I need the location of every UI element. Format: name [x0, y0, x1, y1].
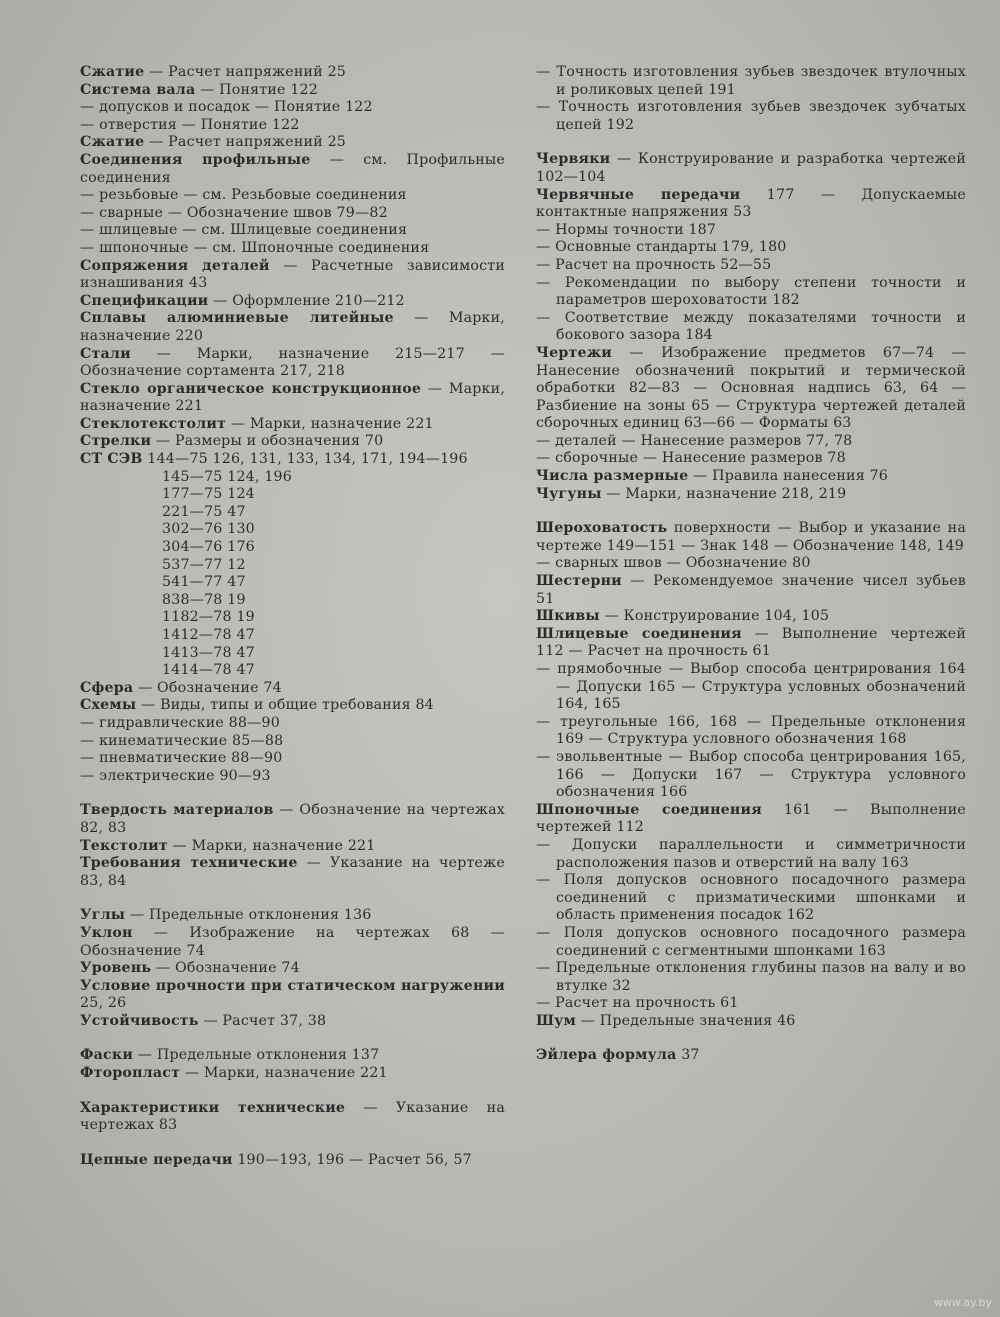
index-term: Схемы — [80, 697, 137, 714]
index-entry — [80, 451, 505, 469]
index-term: Уровень — [80, 960, 152, 977]
index-refs: 177 — Допускаемые контактные напряжения 53 — [536, 186, 966, 221]
index-refs: — Марки, назначение 215—217 — Обозначение сортамента 217, 218 — [80, 345, 505, 380]
index-refs: — резьбовые — см. Резьбовые соединения — [80, 187, 407, 204]
index-term: Устойчивость — [80, 1012, 199, 1029]
index-entry — [536, 99, 966, 134]
index-entry — [536, 486, 966, 504]
index-entry — [80, 416, 505, 434]
index-entry — [536, 257, 966, 275]
index-term: Чугуны — [536, 485, 602, 502]
index-refs: — сборочные — Нанесение размеров 78 — [536, 450, 846, 467]
index-entry — [80, 750, 505, 768]
index-refs: — Нормы точности 187 — [536, 221, 717, 238]
index-entry — [536, 345, 966, 433]
index-entry — [80, 293, 505, 311]
index-refs: 161 — Выполнение чертежей 112 — [536, 801, 966, 836]
index-entry — [80, 978, 505, 1013]
index-refs: — Марки, назначение 221 — [226, 415, 434, 432]
index-entry — [80, 733, 505, 751]
section-gap — [536, 134, 966, 151]
index-term: Чертежи — [536, 344, 612, 361]
index-refs: — Марки, назначение 220 — [80, 310, 505, 344]
st-sev-number: 1413—78 47 — [162, 644, 255, 661]
index-entry — [536, 468, 966, 486]
index-refs: — Выполнение чертежей 112 — Расчет на прочность 61 — [536, 625, 966, 660]
index-entry — [536, 837, 966, 872]
index-entry — [536, 310, 966, 345]
index-term: Червячные передачи — [536, 186, 741, 203]
index-entry — [536, 151, 966, 186]
index-entry — [536, 239, 966, 257]
st-sev-number: 177—75 124 — [162, 486, 255, 503]
index-refs: — пневматические 88—90 — [80, 750, 283, 767]
index-refs: — сварных швов — Обозначение 80 — [536, 555, 811, 572]
index-refs: — Марки, назначение 221 — [180, 1065, 388, 1082]
index-entry — [80, 680, 505, 698]
index-term: Шкивы — [536, 608, 600, 625]
index-entry — [536, 608, 966, 626]
index-term: Шум — [536, 1012, 576, 1029]
index-refs: — Точность изготовления зубьев звездочек втулочных и роликовых цепей 191 — [536, 64, 966, 98]
index-refs: — Предельные отклонения глубины пазов на валу и во втулке 32 — [536, 960, 966, 994]
index-entry — [80, 1100, 505, 1135]
section-gap — [80, 1135, 505, 1152]
index-refs: — отверстия — Понятие 122 — [80, 116, 300, 133]
index-refs: — кинематические 85—88 — [80, 732, 284, 749]
index-entry — [80, 433, 505, 451]
st-sev-number: 1412—78 47 — [162, 627, 255, 643]
index-term: Шероховатость — [536, 520, 668, 537]
index-term: Сопряжения деталей — [80, 257, 270, 274]
index-refs: — Расчет 37, 38 — [198, 1012, 327, 1029]
index-entry — [536, 187, 966, 222]
index-term: Стекло органическое конструкционное — [80, 380, 422, 397]
index-entry — [80, 802, 505, 837]
index-entry — [80, 381, 505, 416]
index-entry — [536, 433, 966, 451]
index-term: Текстолит — [80, 837, 168, 854]
index-refs: — Указание на чертеже 83, 84 — [80, 855, 505, 889]
st-sev-number: 302—76 130 — [162, 521, 255, 538]
index-entry — [80, 1152, 505, 1170]
st-sev-number: 1182—78 19 — [162, 609, 255, 626]
index-entry — [536, 450, 966, 468]
index-entry — [80, 1013, 505, 1031]
left-column — [80, 64, 505, 1169]
index-entry — [80, 222, 505, 240]
index-refs: — Обозначение 74 — [133, 679, 282, 696]
index-refs: — Понятие 122 — [195, 81, 318, 98]
index-entry — [536, 64, 966, 99]
index-entry — [536, 520, 966, 555]
index-term: Сплавы алюминиевые литейные — [80, 310, 394, 327]
index-entry — [80, 907, 505, 925]
index-entry — [80, 838, 505, 856]
index-entry — [80, 134, 505, 152]
index-refs: 190—193, 196 — Расчет 56, 57 — [232, 1151, 472, 1168]
index-entry — [536, 573, 966, 608]
st-sev-number: 838—78 19 — [162, 591, 246, 608]
index-refs: — гидравлические 88—90 — [80, 714, 280, 731]
index-refs: — Оформление 210—212 — [208, 292, 405, 309]
index-entry — [536, 960, 966, 995]
index-refs: — прямобочные — Выбор способа центрирования 164 — Допуски 165 — Структура условных обозначений 164, 165 — [536, 661, 966, 713]
section-gap — [80, 785, 505, 802]
index-refs: поверхности — Выбор и указание на чертеже 149—151 — Знак 148 — Обозначение 148, 149 — [536, 520, 966, 554]
index-term: СТ СЭВ — [80, 451, 143, 468]
index-entry — [536, 626, 966, 661]
index-refs: — Расчет напряжений 25 — [144, 134, 347, 151]
index-term: Шестерни — [536, 573, 622, 590]
st-sev-number: 145—75 124, 196 — [162, 468, 293, 485]
index-entry — [536, 872, 966, 925]
index-term: Требования технические — [80, 855, 298, 872]
index-term: Система вала — [80, 81, 196, 98]
index-term: Стеклотекстолит — [80, 415, 227, 432]
section-gap — [80, 890, 505, 907]
index-entry — [536, 1047, 966, 1065]
st-sev-number: 304—76 176 — [162, 539, 255, 556]
index-entry — [80, 697, 505, 715]
index-entry — [80, 960, 505, 978]
index-entry — [536, 714, 966, 749]
index-refs: — Размеры и обозначения 70 — [151, 433, 384, 450]
index-refs: — Соответствие между показателями точности и бокового зазора 184 — [536, 309, 966, 344]
index-refs: — Изображение на чертежах 68 — Обозначение 74 — [80, 924, 505, 959]
section-gap — [80, 1030, 505, 1047]
index-refs: — эвольвентные — Выбор способа центрирования 165, 166 — Допуски 167 — Структура условного обозначения 166 — [536, 748, 966, 801]
index-refs: — деталей — Нанесение размеров 77, 78 — [536, 432, 853, 449]
index-entry — [80, 346, 505, 381]
index-refs: — шлицевые — см. Шлицевые соединения — [80, 222, 408, 239]
index-entry — [80, 715, 505, 733]
index-entry — [536, 749, 966, 802]
index-entry — [80, 64, 505, 82]
index-entry — [80, 855, 505, 890]
index-term: Сжатие — [80, 134, 145, 151]
index-term: Уклон — [80, 924, 133, 941]
index-term: Шпоночные соединения — [536, 801, 762, 818]
index-entry — [536, 925, 966, 960]
index-refs: — Точность изготовления зубьев звездочек зубчатых цепей 192 — [536, 99, 966, 133]
index-entry — [80, 152, 505, 187]
index-refs: — Марки, назначение 221 — [80, 380, 505, 415]
index-entry — [536, 661, 966, 714]
index-refs: — Обозначение на чертежах 82, 83 — [80, 802, 505, 836]
index-entry — [80, 1065, 505, 1083]
st-sev-number: 221—75 47 — [162, 503, 246, 520]
index-refs: — Изображение предметов 67—74 — Нанесение обозначений покрытий и термической обработки 82—83 — Основная надпись 63, 64 — Разбиение на зоны 65 — Структура чертежей деталей сборочных единиц 63—66 — Форматы 63 — [536, 344, 966, 432]
index-refs: — Конструирование 104, 105 — [599, 608, 830, 625]
index-entry — [536, 275, 966, 310]
index-refs: — см. Профильные соединения — [80, 151, 505, 186]
index-entry — [80, 187, 505, 205]
st-sev-number: 1414—78 47 — [162, 662, 255, 679]
index-entry — [536, 1013, 966, 1031]
index-refs: — Предельные отклонения 136 — [125, 907, 372, 924]
index-entry — [80, 205, 505, 223]
index-refs: — сварные — Обозначение швов 79—82 — [80, 204, 388, 221]
index-term: Характеристики технические — [80, 1099, 346, 1116]
index-refs: — Марки, назначение 221 — [167, 837, 376, 854]
index-term: Спецификации — [80, 292, 209, 309]
index-term: Фаски — [80, 1047, 134, 1064]
index-term: Сфера — [80, 679, 134, 696]
index-term: Твердость материалов — [80, 802, 274, 819]
section-gap — [536, 1030, 966, 1047]
index-refs: — Рекомендации по выбору степени точности и параметров шероховатости 182 — [536, 274, 966, 309]
index-refs: — Предельные значения 46 — [576, 1012, 796, 1029]
index-term: Шлицевые соединения — [536, 625, 742, 642]
index-refs: — Расчет напряжений 25 — [144, 64, 347, 80]
index-refs: 144—75 126, 131, 133, 134, 171, 194—196 — [142, 451, 468, 468]
index-term: Фторопласт — [80, 1065, 181, 1082]
index-term: Углы — [80, 907, 126, 924]
st-sev-number: 541—77 47 — [162, 574, 246, 591]
index-refs: — Расчетные зависимости изнашивания 43 — [80, 257, 505, 292]
index-refs: — Поля допусков основного посадочного размера соединений с призматическими шпонками и область применения посадок 162 — [536, 872, 966, 924]
index-refs: — Предельные отклонения 137 — [133, 1047, 380, 1064]
index-refs: — Расчет на прочность 52—55 — [536, 256, 772, 273]
section-gap — [80, 1083, 505, 1100]
index-entry — [80, 117, 505, 135]
index-refs: — треугольные 166, 168 — Предельные отклонения 169 — Структура условного обозначения 168 — [536, 713, 966, 748]
index-refs: — Марки, назначение 218, 219 — [601, 485, 847, 502]
index-refs: 25, 26 — [80, 995, 127, 1012]
index-term: Сжатие — [80, 64, 145, 80]
index-entry — [536, 555, 966, 573]
index-refs: — Обозначение 74 — [151, 960, 300, 977]
index-entry — [536, 222, 966, 240]
section-gap — [536, 503, 966, 520]
right-column — [536, 64, 966, 1065]
index-refs: — Конструирование и разработка чертежей 102—104 — [536, 151, 966, 185]
index-refs: — допусков и посадок — Понятие 122 — [80, 99, 373, 116]
index-term: Числа размерные — [536, 468, 689, 485]
index-refs: — Расчет на прочность 61 — [536, 995, 739, 1012]
st-sev-number: 537—77 12 — [162, 556, 246, 573]
index-term: Соединения профильные — [80, 151, 311, 168]
index-entry — [536, 802, 966, 837]
index-entry — [80, 1047, 505, 1065]
index-entry — [80, 925, 505, 960]
index-entry — [80, 99, 505, 117]
index-refs: — Поля допусков основного посадочного размера соединений с сегментными шпонками 163 — [536, 924, 966, 959]
index-term: Стрелки — [80, 433, 152, 450]
index-entry — [80, 258, 505, 293]
index-term: Червяки — [536, 151, 611, 168]
index-refs: — Правила нанесения 76 — [688, 468, 889, 485]
index-refs: — Указание на чертежах 83 — [80, 1099, 505, 1134]
index-refs: — шпоночные — см. Шпоночные соединения — [80, 239, 430, 256]
index-refs: — электрические 90—93 — [80, 767, 271, 784]
index-term: Стали — [80, 345, 131, 362]
index-refs: — Основные стандарты 179, 180 — [536, 239, 787, 256]
index-entry — [80, 240, 505, 258]
index-term: Эйлера формула — [536, 1047, 677, 1064]
index-term: Условие прочности при статическом нагружении — [80, 977, 505, 994]
index-refs: — Рекомендуемое значение чисел зубьев 51 — [536, 573, 966, 607]
index-refs: — Виды, типы и общие требования 84 — [136, 697, 434, 714]
watermark: www.ay.by — [933, 1296, 992, 1309]
index-entry — [80, 768, 505, 786]
index-entry — [80, 82, 505, 100]
index-term: Цепные передачи — [80, 1151, 233, 1168]
index-refs: — Допуски параллельности и симметричности расположения пазов и отверстий на валу 163 — [536, 836, 966, 871]
index-entry — [536, 995, 966, 1013]
index-refs: 37 — [676, 1047, 700, 1064]
index-entry — [80, 310, 505, 345]
